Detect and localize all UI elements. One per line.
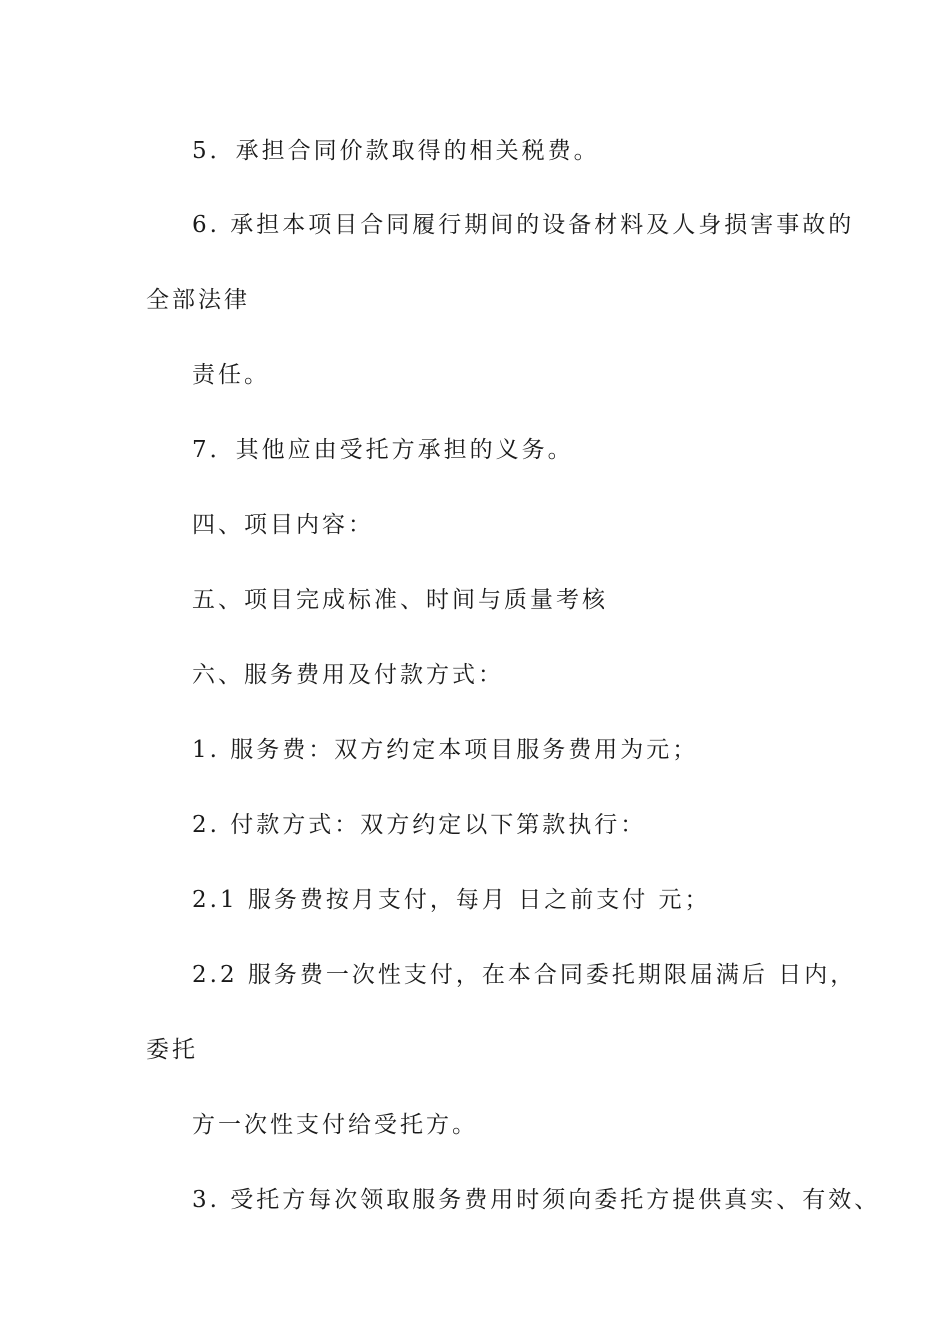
section-4-heading: 四、项目内容： <box>192 512 374 538</box>
section-5-heading: 五、项目完成标准、时间与质量考核 <box>192 587 608 613</box>
clause-5-tax: 5．承担合同价款取得的相关税费。 <box>192 138 600 164</box>
clause-2-2-continuation: 委托 <box>146 1037 198 1063</box>
clause-6-continuation: 全部法律 <box>146 287 250 313</box>
clause-2-2-lump-sum: 2.2 服务费一次性支付，在本合同委托期限届满后 日内， <box>192 962 857 988</box>
clause-1-service-fee: 1. 服务费：双方约定本项目服务费用为元； <box>192 737 699 763</box>
clause-6-continuation-2: 责任。 <box>192 362 270 388</box>
clause-3-invoice: 3. 受托方每次领取服务费用时须向委托方提供真实、有效、 <box>192 1187 881 1213</box>
clause-6-liability: 6. 承担本项目合同履行期间的设备材料及人身损害事故的 <box>192 212 855 238</box>
clause-2-payment-method: 2. 付款方式：双方约定以下第款执行： <box>192 812 647 838</box>
section-6-heading: 六、服务费用及付款方式： <box>192 662 504 688</box>
clause-2-2-continuation-2: 方一次性支付给受托方。 <box>192 1112 478 1138</box>
clause-2-1-monthly: 2.1 服务费按月支付，每月 日之前支付 元； <box>192 887 711 913</box>
clause-7-other-duties: 7．其他应由受托方承担的义务。 <box>192 437 574 463</box>
